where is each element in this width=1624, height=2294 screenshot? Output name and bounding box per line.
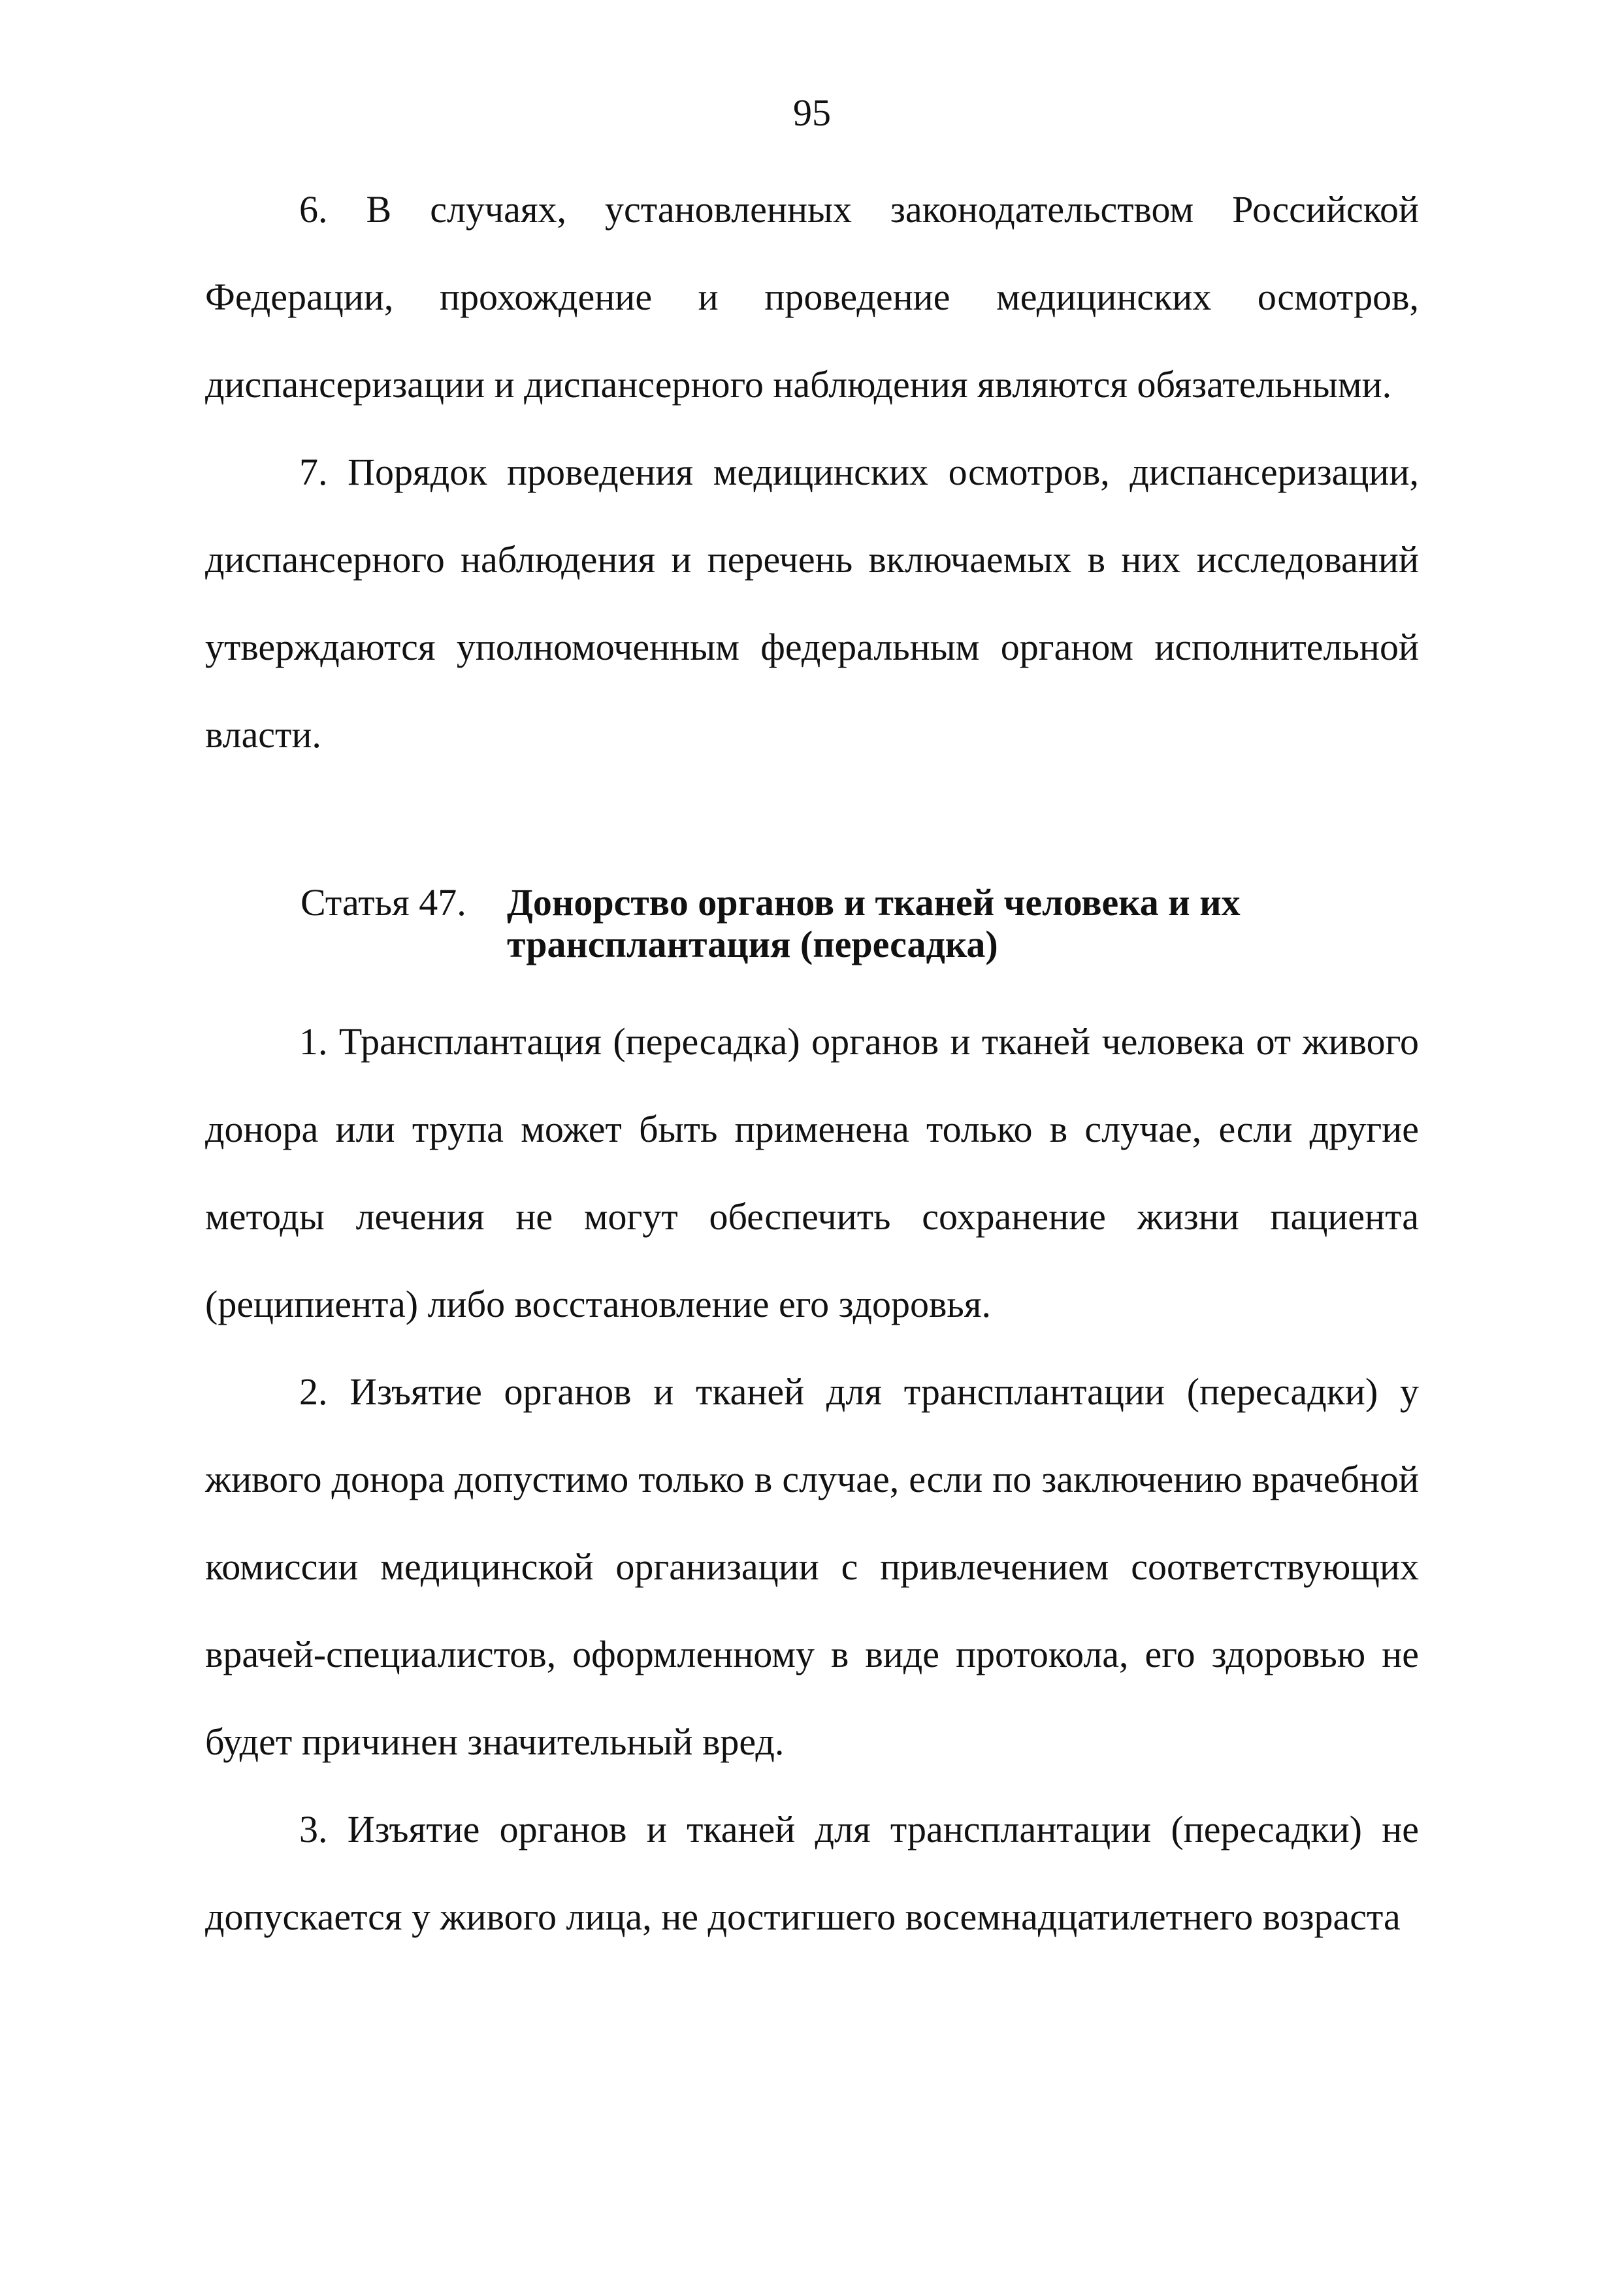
article-label: Статья 47. (300, 881, 466, 924)
paragraph-7 (205, 428, 1419, 779)
article-paragraph-1 (205, 998, 1419, 1348)
paragraph-7-text: 7. Порядок проведения медицинских осмотров, диспансеризации, диспансерного наблюдения и перечень включаемых в них исследований утверждаются уполномоченным федеральным органом исполнительной власти. (205, 451, 1419, 756)
page-number: 95 (793, 91, 831, 134)
article-paragraph-2 (205, 1348, 1419, 1786)
paragraph-6-text: 6. В случаях, установленных законодательством Российской Федерации, прохождение и проведение медицинских осмотров, диспансеризации и диспансерного наблюдения являются обязательными. (205, 188, 1419, 406)
article-paragraph-2-text: 2. Изъятие органов и тканей для трансплантации (пересадки) у живого донора допустимо только в случае, если по заключению врачебной комиссии медицинской организации с привлечением соответствующих врачей-специалистов, оформленному в виде протокола, его здоровью не будет причинен значительный вред. (205, 1370, 1419, 1763)
article-paragraph-3 (205, 1786, 1419, 1961)
article-paragraph-3-text: 3. Изъятие органов и тканей для трансплантации (пересадки) не допускается у живого лица, не достигшего восемнадцатилетнего возраста (205, 1808, 1419, 1938)
paragraph-6 (205, 166, 1419, 428)
article-title: Донорство органов и тканей человека и их трансплантация (пересадка) (507, 881, 1241, 965)
article-paragraph-1-text: 1. Трансплантация (пересадка) органов и тканей человека от живого донора или трупа может быть применена только в случае, если другие методы лечения не могут обеспечить сохранение жизни пациента (реципиента) либо восстановление его здоровья. (205, 1020, 1419, 1325)
